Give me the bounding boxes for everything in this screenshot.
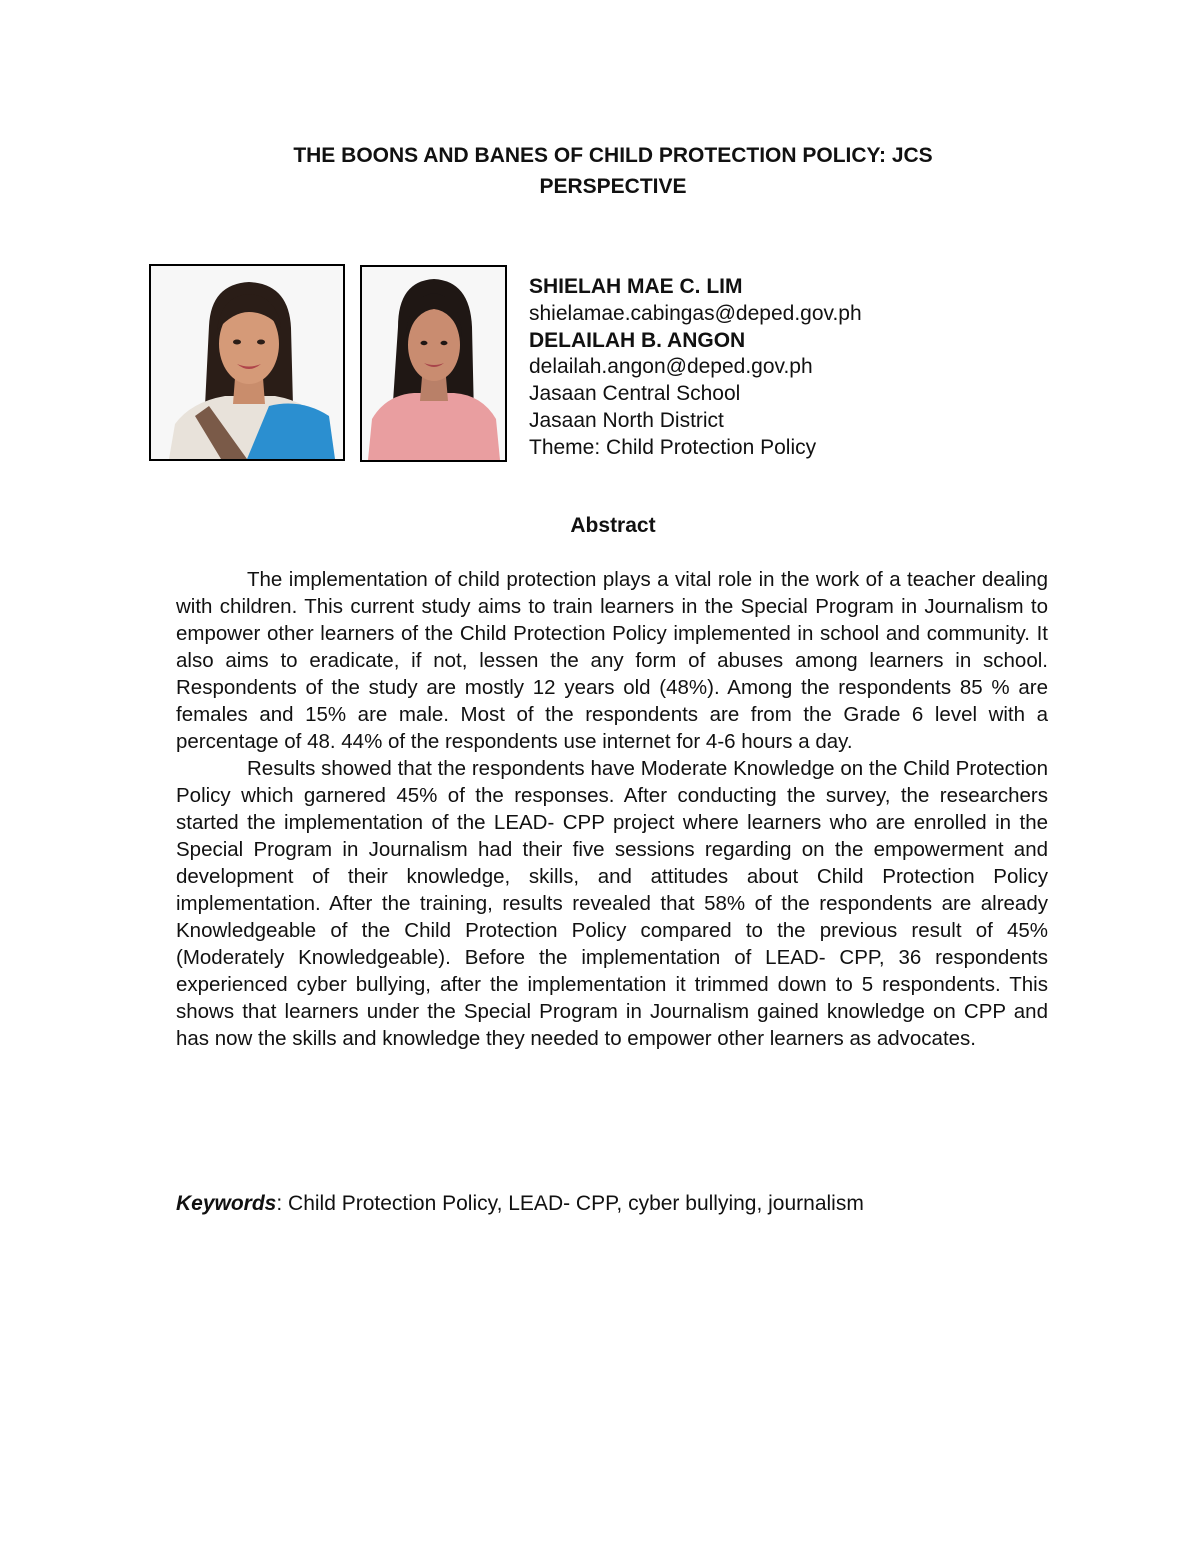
keywords-text: Child Protection Policy, LEAD- CPP, cyber bullying, journalism bbox=[288, 1192, 864, 1215]
keywords-separator: : bbox=[276, 1192, 289, 1215]
affiliation-school: Jasaan Central School bbox=[529, 382, 741, 406]
keywords-line bbox=[176, 1190, 1048, 1217]
paper-title bbox=[180, 140, 1046, 202]
abstract-heading: Abstract bbox=[570, 514, 656, 537]
author-block bbox=[529, 274, 862, 462]
author-photo-1 bbox=[149, 264, 345, 461]
affiliation-district: Jasaan North District bbox=[529, 408, 724, 432]
title-line-2: PERSPECTIVE bbox=[539, 175, 687, 198]
author-2-name: DELAILAH B. ANGON bbox=[529, 328, 746, 352]
title-line-1: THE BOONS AND BANES OF CHILD PROTECTION POLICY: JCS bbox=[293, 144, 933, 167]
paper-theme: Theme: Child Protection Policy bbox=[529, 435, 817, 459]
author-1-name: SHIELAH MAE C. LIM bbox=[529, 275, 743, 298]
author-photo-2 bbox=[360, 265, 507, 462]
author-portrait-2 bbox=[362, 267, 505, 460]
abstract-paragraph-2: Results showed that the respondents have Moderate Knowledge on the Child Protection Policy which garnered 45% of the responses. After conducting the survey, the researchers started the implementation of the LEAD- CPP project where learners who are enrolled in the Special Program in Journalism had their five sessions regarding on the empowerment and development of their knowledge, skills, and attitudes about Child Protection Policy implementation. After the training, results revealed that 58% of the respondents are already Knowledgeable of the Child Protection Policy compared to the previous result of 45% (Moderately Knowledgeable). Before the implementation of LEAD- CPP, 36 respondents experienced cyber bullying, after the implementation it trimmed down to 5 respondents. This shows that learners under the Special Program in Journalism gained knowledge on CPP and has now the skills and knowledge they needed to empower other learners as advocates. bbox=[176, 757, 1048, 1050]
keywords-label: Keywords bbox=[176, 1192, 277, 1215]
abstract-body bbox=[176, 566, 1048, 1052]
author-2-email[interactable]: delailah.angon@deped.gov.ph bbox=[529, 355, 813, 379]
author-portrait-1 bbox=[151, 266, 343, 459]
abstract-paragraph-1: The implementation of child protection plays a vital role in the work of a teacher dealing with children. This current study aims to train learners in the Special Program in Journalism to empower other learners of the Child Protection Policy implemented in school and community. It also aims to eradicate, if not, lessen the any form of abuses among learners in school. Respondents of the study are mostly 12 years old (48%). Among the respondents 85 % are females and 15% are male. Most of the respondents are from the Grade 6 level with a percentage of 48. 44% of the respondents use internet for 4-6 hours a day. bbox=[176, 568, 1048, 753]
author-1-email[interactable]: shielamae.cabingas@deped.gov.ph bbox=[529, 301, 862, 325]
